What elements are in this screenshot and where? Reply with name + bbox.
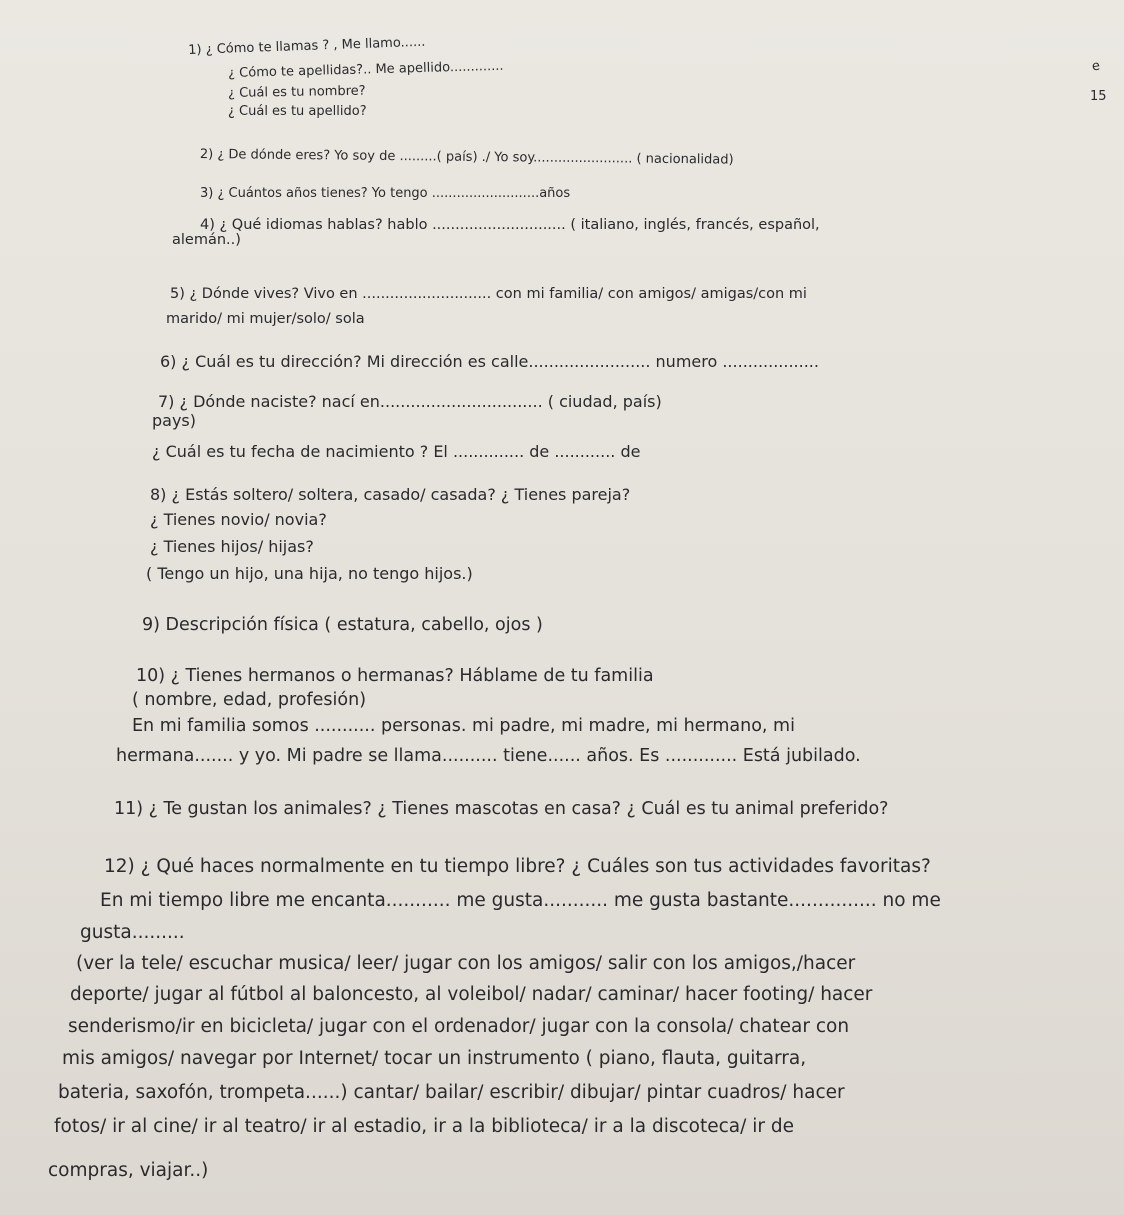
question-line: 11) ¿ Te gustan los animales? ¿ Tienes mascotas en casa? ¿ Cuál es tu animal preferido?	[114, 799, 889, 819]
question-line: mis amigos/ navegar por Internet/ tocar un instrumento ( piano, flauta, guitarra,	[62, 1048, 807, 1069]
question-line: 8) ¿ Estás soltero/ soltera, casado/ casada? ¿ Tienes pareja?	[150, 485, 631, 504]
question-line: 5) ¿ Dónde vives? Vivo en ............................ con mi familia/ con amigos/ amigas/con mi	[170, 286, 807, 302]
question-line: 9) Descripción física ( estatura, cabello, ojos )	[142, 615, 543, 635]
question-line: hermana....... y yo. Mi padre se llama.......... tiene...... años. Es ............. Está jubilado.	[116, 746, 861, 766]
question-line: pays)	[152, 411, 197, 430]
question-line: alemán..)	[172, 232, 241, 248]
question-line: 6) ¿ Cuál es tu dirección? Mi dirección es calle........................ numero ...................	[160, 352, 819, 371]
question-line: ( nombre, edad, profesión)	[132, 690, 367, 710]
margin-mark: e	[1090, 58, 1102, 75]
question-line: 10) ¿ Tienes hermanos o hermanas? Háblame de tu familia	[136, 666, 654, 686]
question-line: 7) ¿ Dónde naciste? nací en................................ ( ciudad, país)	[158, 392, 662, 411]
margin-mark: 15	[1090, 89, 1107, 104]
question-line: compras, viajar..)	[48, 1160, 209, 1181]
question-line: 2) ¿ De dónde eres? Yo soy de .........( país) ./ Yo soy........................ ( nacionalidad)	[199, 147, 734, 168]
question-line: gusta.........	[80, 922, 185, 943]
question-line: bateria, saxofón, trompeta......) cantar/ bailar/ escribir/ dibujar/ pintar cuadros/ hacer	[58, 1082, 845, 1103]
question-line: ¿ Cuál es tu nombre?	[227, 83, 366, 101]
question-line: (ver la tele/ escuchar musica/ leer/ jugar con los amigos/ salir con los amigos,/hacer	[76, 953, 856, 974]
question-line: fotos/ ir al cine/ ir al teatro/ ir al estadio, ir a la biblioteca/ ir a la discoteca/ ir de	[54, 1116, 794, 1137]
question-line: ¿ Tienes novio/ novia?	[150, 510, 327, 529]
question-line: 1) ¿ Cómo te llamas ? , Me llamo......	[187, 34, 426, 58]
question-line: marido/ mi mujer/solo/ sola	[166, 311, 365, 327]
question-line: ¿ Cuál es tu fecha de nacimiento ? El .............. de ............ de	[152, 442, 641, 461]
question-line: En mi tiempo libre me encanta........... me gusta........... me gusta bastante............... no me	[100, 890, 941, 911]
question-line: ¿ Tienes hijos/ hijas?	[150, 537, 314, 556]
question-line: 4) ¿ Qué idiomas hablas? hablo ............................. ( italiano, inglés, francés, español,	[200, 217, 820, 233]
question-line: ¿ Cómo te apellidas?.. Me apellido.............	[227, 58, 504, 81]
question-line: ( Tengo un hijo, una hija, no tengo hijos.)	[146, 564, 473, 583]
question-line: ¿ Cuál es tu apellido?	[228, 104, 367, 119]
question-line: senderismo/ir en bicicleta/ jugar con el ordenador/ jugar con la consola/ chatear con	[68, 1016, 850, 1037]
question-line: 12) ¿ Qué haces normalmente en tu tiempo libre? ¿ Cuáles son tus actividades favoritas?	[104, 856, 931, 877]
question-line: deporte/ jugar al fútbol al baloncesto, al voleibol/ nadar/ caminar/ hacer footing/ hacer	[70, 984, 873, 1005]
question-line: En mi familia somos ........... personas. mi padre, mi madre, mi hermano, mi	[132, 716, 795, 736]
question-line: 3) ¿ Cuántos años tienes? Yo tengo ..........................años	[200, 186, 571, 201]
